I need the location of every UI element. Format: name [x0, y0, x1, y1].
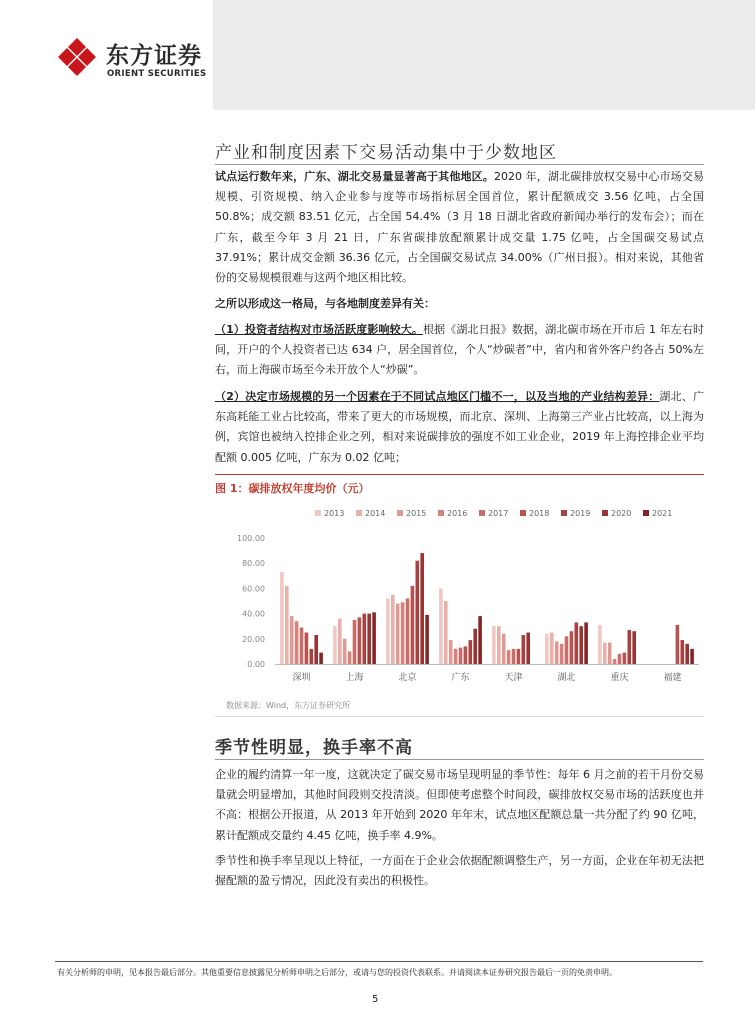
bar	[372, 612, 376, 664]
legend-label: 2020	[611, 509, 632, 518]
bar	[353, 620, 357, 664]
y-tick-label: 100.00	[237, 534, 265, 543]
bar	[449, 640, 453, 664]
bar	[280, 572, 284, 664]
bar	[526, 633, 530, 665]
bar	[608, 643, 612, 664]
footer-disclaimer: 有关分析师的申明，见本报告最后部分。其他重要信息披露见分析师申明之后部分，或请与您的投资代表联系。并请阅读本证券研究报告最后一页的免责申明。	[57, 968, 617, 977]
legend-label: 2019	[570, 509, 591, 518]
logo-english-name: ORIENT SECURITIES	[107, 69, 207, 79]
bar	[425, 615, 429, 664]
y-tick-label: 0.00	[247, 660, 265, 669]
bar	[420, 553, 424, 664]
legend-label: 2015	[406, 509, 427, 518]
bar	[358, 617, 362, 664]
logo-chinese-name: 东方证券	[106, 43, 202, 69]
section-title-2: 季节性明显，换手率不高	[215, 738, 413, 758]
legend-label: 2016	[447, 509, 468, 518]
bar	[305, 633, 309, 665]
bar	[396, 604, 400, 664]
paragraph-1-lead: 试点运行数年来，广东、湖北交易量显著高于其他地区。	[215, 170, 494, 183]
x-tick-label: 天津	[504, 673, 523, 683]
paragraph-2-lead: 之所以形成这一格局，与各地制度差异有关：	[215, 297, 435, 310]
bar	[469, 640, 473, 664]
bar	[575, 622, 579, 664]
bar	[550, 633, 554, 665]
bar	[685, 644, 689, 664]
x-tick-label: 福建	[663, 673, 682, 683]
bar	[623, 653, 627, 664]
x-tick-label: 深圳	[292, 673, 311, 683]
bar	[555, 641, 559, 664]
page-number: 5	[372, 994, 379, 1005]
bar	[570, 631, 574, 664]
x-tick-label: 北京	[398, 673, 417, 683]
bar	[391, 595, 395, 664]
bar	[363, 614, 367, 664]
legend-swatch	[520, 510, 526, 516]
legend-swatch	[315, 510, 321, 516]
legend-swatch	[479, 510, 485, 516]
bar	[416, 561, 420, 664]
source-divider	[215, 716, 704, 717]
paragraph-2	[215, 294, 704, 314]
bar	[367, 614, 371, 664]
bar	[603, 643, 607, 664]
legend-label: 2018	[529, 509, 550, 518]
y-tick-label: 20.00	[242, 634, 265, 644]
y-tick-label: 60.00	[242, 584, 265, 594]
footer-divider	[55, 961, 703, 962]
bar	[401, 602, 405, 664]
bar	[338, 619, 342, 664]
bar	[333, 626, 337, 664]
bar	[285, 586, 289, 664]
x-tick-label: 湖北	[557, 673, 576, 683]
bar	[690, 649, 694, 664]
figure-title: 图 1：碳排放权年度均价（元）	[215, 482, 370, 495]
bar	[386, 598, 390, 664]
paragraph-4-body: 湖北、广东高耗能工业占比较高，带来了更大的市场规模，而北京、深圳、上海第三产业占比较高，以上海为例，宾馆也被纳入控排企业之列，相对来说碳排放的强度不如工业企业，2019 年上海控排企业平均配额 0.005 亿吨，广东为 0.02 亿吨；	[215, 390, 705, 464]
legend-label: 2014	[365, 509, 386, 518]
bar	[464, 646, 468, 664]
legend-swatch	[602, 510, 608, 516]
bar	[411, 586, 415, 664]
header-band	[213, 0, 755, 110]
bar	[454, 649, 458, 664]
company-logo	[56, 36, 226, 86]
bar	[459, 648, 463, 664]
bar	[473, 629, 477, 664]
legend-swatch	[561, 510, 567, 516]
legend-swatch	[643, 510, 649, 516]
bar	[497, 626, 501, 664]
bar-chart	[215, 500, 704, 696]
paragraph-1	[215, 167, 704, 288]
bar	[681, 640, 685, 664]
bar	[565, 636, 569, 664]
legend-swatch	[438, 510, 444, 516]
bar	[314, 635, 318, 664]
section-title: 产业和制度因素下交易活动集中于少数地区	[215, 143, 557, 163]
bar	[507, 650, 511, 664]
bar	[598, 625, 602, 664]
bar	[584, 622, 588, 664]
bar	[502, 634, 506, 664]
bar	[300, 627, 304, 664]
y-tick-label: 80.00	[242, 559, 265, 569]
bar	[560, 644, 564, 664]
figure-divider	[215, 474, 704, 475]
bar	[579, 626, 583, 664]
paragraph-1-body: 2020 年，湖北碳排放权交易中心市场交易规模、引资规模、纳入企业参与度等市场指标居全国首位，累计配额成交 3.56 亿吨，占全国 50.8%；成交额 83.51 亿元，占全国 54.4%（3 月 18 日湖北省政府新闻办举行的发布会）；而在广东，截至今年 3 月 21 日，广东省碳排放配额累计成交量 1.75 亿吨，占全国碳交易试点 37.91%；累计成交金额 36.36 亿元，占全国碳交易试点 34.00%（广州日报）。相对来说，其他省份的交易规模很难与这两个地区相比较。	[215, 170, 704, 285]
paragraph-5: 企业的履约清算一年一度，这就决定了碳交易市场呈现明显的季节性：每年 6 月之前的若干月份交易量就会明显增加，其他时间段则交投清淡。但即使考虑整个时间段，碳排放权交易市场的活跃度也并不高：根据公开报道，从 2013 年开始到 2020 年年末，试点地区配额总量一共分配了约 90 亿吨，累计配额成交量约 4.45 亿吨，换手率 4.9%。	[215, 768, 704, 842]
bar	[632, 631, 636, 664]
paragraph-4-lead: （2）决定市场规模的另一个因素在于不同试点地区门槛不一，以及当地的产业结构差异：	[215, 390, 660, 403]
paragraph-3-lead: （1）投资者结构对市场活跃度影响较大。	[215, 323, 423, 336]
bar	[310, 649, 314, 664]
legend-label: 2013	[324, 509, 345, 518]
bar	[295, 621, 299, 664]
bar	[676, 625, 680, 664]
bar	[618, 654, 622, 664]
x-tick-label: 上海	[345, 673, 364, 683]
title-divider	[215, 164, 704, 165]
x-tick-label: 广东	[451, 673, 470, 683]
bar	[444, 601, 448, 664]
bar	[478, 616, 482, 664]
bar	[522, 635, 526, 664]
paragraph-3-body: 根据《湖北日报》数据，湖北碳市场在开市后 1 年左右时间，开户的个人投资者已达 634 户，居全国首位，个人“炒碳者”中，省内和省外客户约各占 50%左右，而上海碳市场至今未开放个人“炒碳”。	[215, 323, 704, 377]
legend-swatch	[356, 510, 362, 516]
bar	[517, 649, 521, 664]
bar	[319, 653, 323, 664]
bar	[613, 659, 617, 664]
paragraph-3	[215, 320, 704, 381]
title-divider-2	[215, 759, 704, 760]
bar	[290, 616, 294, 664]
logo-icon	[56, 36, 98, 78]
x-tick-label: 重庆	[610, 673, 629, 683]
bar	[348, 651, 352, 664]
legend-swatch	[397, 510, 403, 516]
paragraph-6: 季节性和换手率呈现以上特征，一方面在于企业会依据配额调整生产，另一方面，企业在年初无法把握配额的盈亏情况，因此没有卖出的积极性。	[215, 854, 704, 888]
legend-label: 2021	[652, 509, 673, 518]
bar	[512, 649, 516, 664]
bar	[492, 626, 496, 664]
bar	[439, 588, 443, 664]
bar	[406, 598, 410, 664]
figure-source: 数据来源：Wind，东方证券研究所	[226, 701, 351, 710]
bar	[545, 634, 549, 664]
paragraph-4	[215, 387, 704, 468]
legend-label: 2017	[488, 509, 509, 518]
bar	[628, 630, 632, 664]
bar	[343, 639, 347, 664]
y-tick-label: 40.00	[242, 609, 265, 619]
